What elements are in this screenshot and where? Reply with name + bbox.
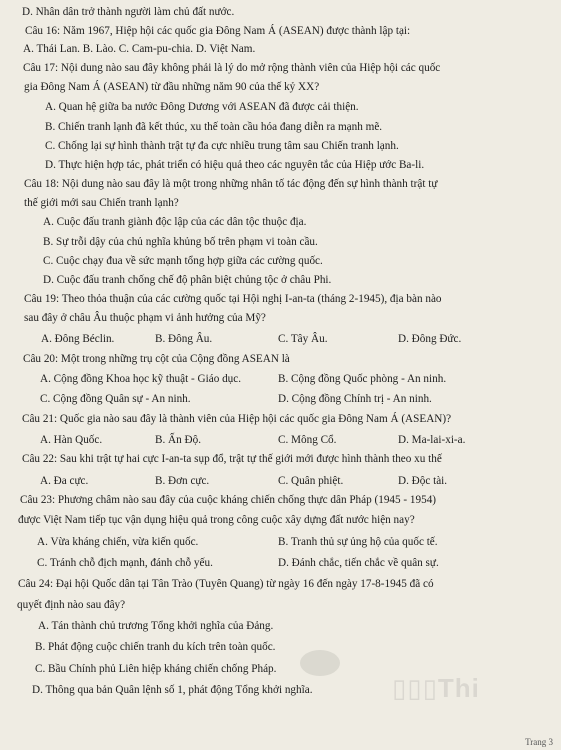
question-22-option-a: A. Đa cực.: [40, 475, 89, 487]
question-23-stem-line2: được Việt Nam tiếp tục vận dụng hiệu quả trong công cuộc xây dựng đất nước hiện nay?: [18, 514, 415, 526]
question-18-option-d: D. Cuộc đấu tranh chống chế độ phân biệt chủng tộc ở châu Phi.: [43, 274, 332, 286]
question-23-option-d: D. Đánh chắc, tiến chắc về quân sự.: [278, 557, 439, 569]
question-20-option-b: B. Cộng đồng Quốc phòng - An ninh.: [278, 373, 447, 385]
question-16-stem: Câu 16: Năm 1967, Hiệp hội các quốc gia Đông Nam Á (ASEAN) được thành lập tại:: [25, 25, 411, 37]
question-19-option-b: B. Đông Âu.: [155, 333, 213, 345]
question-19-stem-line1: Câu 19: Theo thỏa thuận của các cường quốc tại Hội nghị I-an-ta (tháng 2-1945), địa bàn nào: [24, 293, 442, 305]
question-17-option-d: D. Thực hiện hợp tác, phát triển có hiệu quả theo các nguyên tắc của Hiệp ước Ba-li.: [45, 159, 425, 171]
question-23-option-b: B. Tranh thủ sự ủng hộ của quốc tế.: [278, 536, 438, 548]
question-24-stem-line1: Câu 24: Đại hội Quốc dân tại Tân Trào (Tuyên Quang) từ ngày 16 đến ngày 17-8-1945 đã có: [18, 578, 434, 590]
question-22-option-c: C. Quân phiệt.: [278, 475, 344, 487]
question-19-option-c: C. Tây Âu.: [278, 333, 328, 345]
question-19-option-d: D. Đông Đức.: [398, 333, 462, 345]
question-21-option-d: D. Ma-lai-xi-a.: [398, 434, 466, 446]
question-21-option-c: C. Mông Cổ.: [278, 434, 337, 446]
question-24-option-d: D. Thông qua bản Quân lệnh số 1, phát động Tổng khởi nghĩa.: [32, 684, 313, 696]
question-17-stem-line1: Câu 17: Nội dung nào sau đây không phải là lý do mở rộng thành viên của Hiệp hội các quốc: [23, 62, 441, 74]
question-19-stem-line2: sau đây ở châu Âu thuộc phạm vi ảnh hưởng của Mỹ?: [24, 312, 266, 324]
question-21-stem: Câu 21: Quốc gia nào sau đây là thành viên của Hiệp hội các quốc gia Đông Nam Á (ASEAN)?: [22, 413, 452, 425]
question-17-option-c: C. Chống lại sự hình thành trật tự đa cực nhiều trung tâm sau Chiến tranh lạnh.: [45, 140, 399, 152]
question-18-option-b: B. Sự trỗi dậy của chủ nghĩa khủng bố trên phạm vi toàn cầu.: [43, 236, 318, 248]
question-16-options: A. Thái Lan. B. Lào. C. Cam-pu-chia. D. Việt Nam.: [23, 43, 256, 55]
question-18-option-a: A. Cuộc đấu tranh giành độc lập của các dân tộc thuộc địa.: [43, 216, 307, 228]
prev-question-option-d: D. Nhân dân trở thành người làm chủ đất nước.: [22, 6, 235, 18]
question-18-stem-line1: Câu 18: Nội dung nào sau đây là một trong những nhân tố tác động đến sự hình thành trật tự: [24, 178, 438, 190]
question-20-option-d: D. Cộng đồng Chính trị - An ninh.: [278, 393, 432, 405]
question-20-option-c: C. Cộng đồng Quân sự - An ninh.: [40, 393, 191, 405]
question-23-option-a: A. Vừa kháng chiến, vừa kiến quốc.: [37, 536, 199, 548]
question-20-option-a: A. Cộng đồng Khoa học kỹ thuật - Giáo dục.: [40, 373, 242, 385]
question-24-stem-line2: quyết định nào sau đây?: [17, 599, 126, 611]
question-21-option-b: B. Ấn Độ.: [155, 434, 201, 446]
question-24-option-a: A. Tán thành chủ trương Tổng khởi nghĩa của Đảng.: [38, 620, 274, 632]
question-21-option-a: A. Hàn Quốc.: [40, 434, 103, 446]
question-17-option-b: B. Chiến tranh lạnh đã kết thúc, xu thế toàn cầu hóa đang diễn ra mạnh mẽ.: [45, 121, 383, 133]
question-22-stem: Câu 22: Sau khi trật tự hai cực I-an-ta sụp đổ, trật tự thế giới mới được hình thành theo xu thế: [22, 453, 442, 465]
question-23-option-c: C. Tránh chỗ địch mạnh, đánh chỗ yếu.: [37, 557, 213, 569]
question-24-option-c: C. Bầu Chính phủ Liên hiệp kháng chiến chống Pháp.: [35, 663, 277, 675]
watermark-graphic: ▯▯▯Thi: [392, 673, 480, 703]
question-18-stem-line2: thế giới mới sau Chiến tranh lạnh?: [24, 197, 179, 209]
question-17-stem-line2: gia Đông Nam Á (ASEAN) từ đầu những năm 90 của thế kỷ XX?: [24, 81, 320, 93]
page-number: Trang 3: [525, 737, 553, 747]
question-23-stem-line1: Câu 23: Phương châm nào sau đây của cuộc kháng chiến chống thực dân Pháp (1945 - 1954): [20, 494, 437, 506]
question-20-stem: Câu 20: Một trong những trụ cột của Cộng đồng ASEAN là: [23, 353, 290, 365]
question-18-option-c: C. Cuộc chạy đua về sức mạnh tổng hợp giữa các cường quốc.: [43, 255, 323, 267]
question-22-option-d: D. Độc tài.: [398, 475, 448, 487]
scan-smudge: [300, 650, 340, 676]
question-19-option-a: A. Đông Béclin.: [41, 333, 115, 345]
question-17-option-a: A. Quan hệ giữa ba nước Đông Dương với ASEAN đã được cải thiện.: [45, 101, 359, 113]
question-24-option-b: B. Phát động cuộc chiến tranh du kích trên toàn quốc.: [35, 641, 276, 653]
question-22-option-b: B. Đơn cực.: [155, 475, 210, 487]
